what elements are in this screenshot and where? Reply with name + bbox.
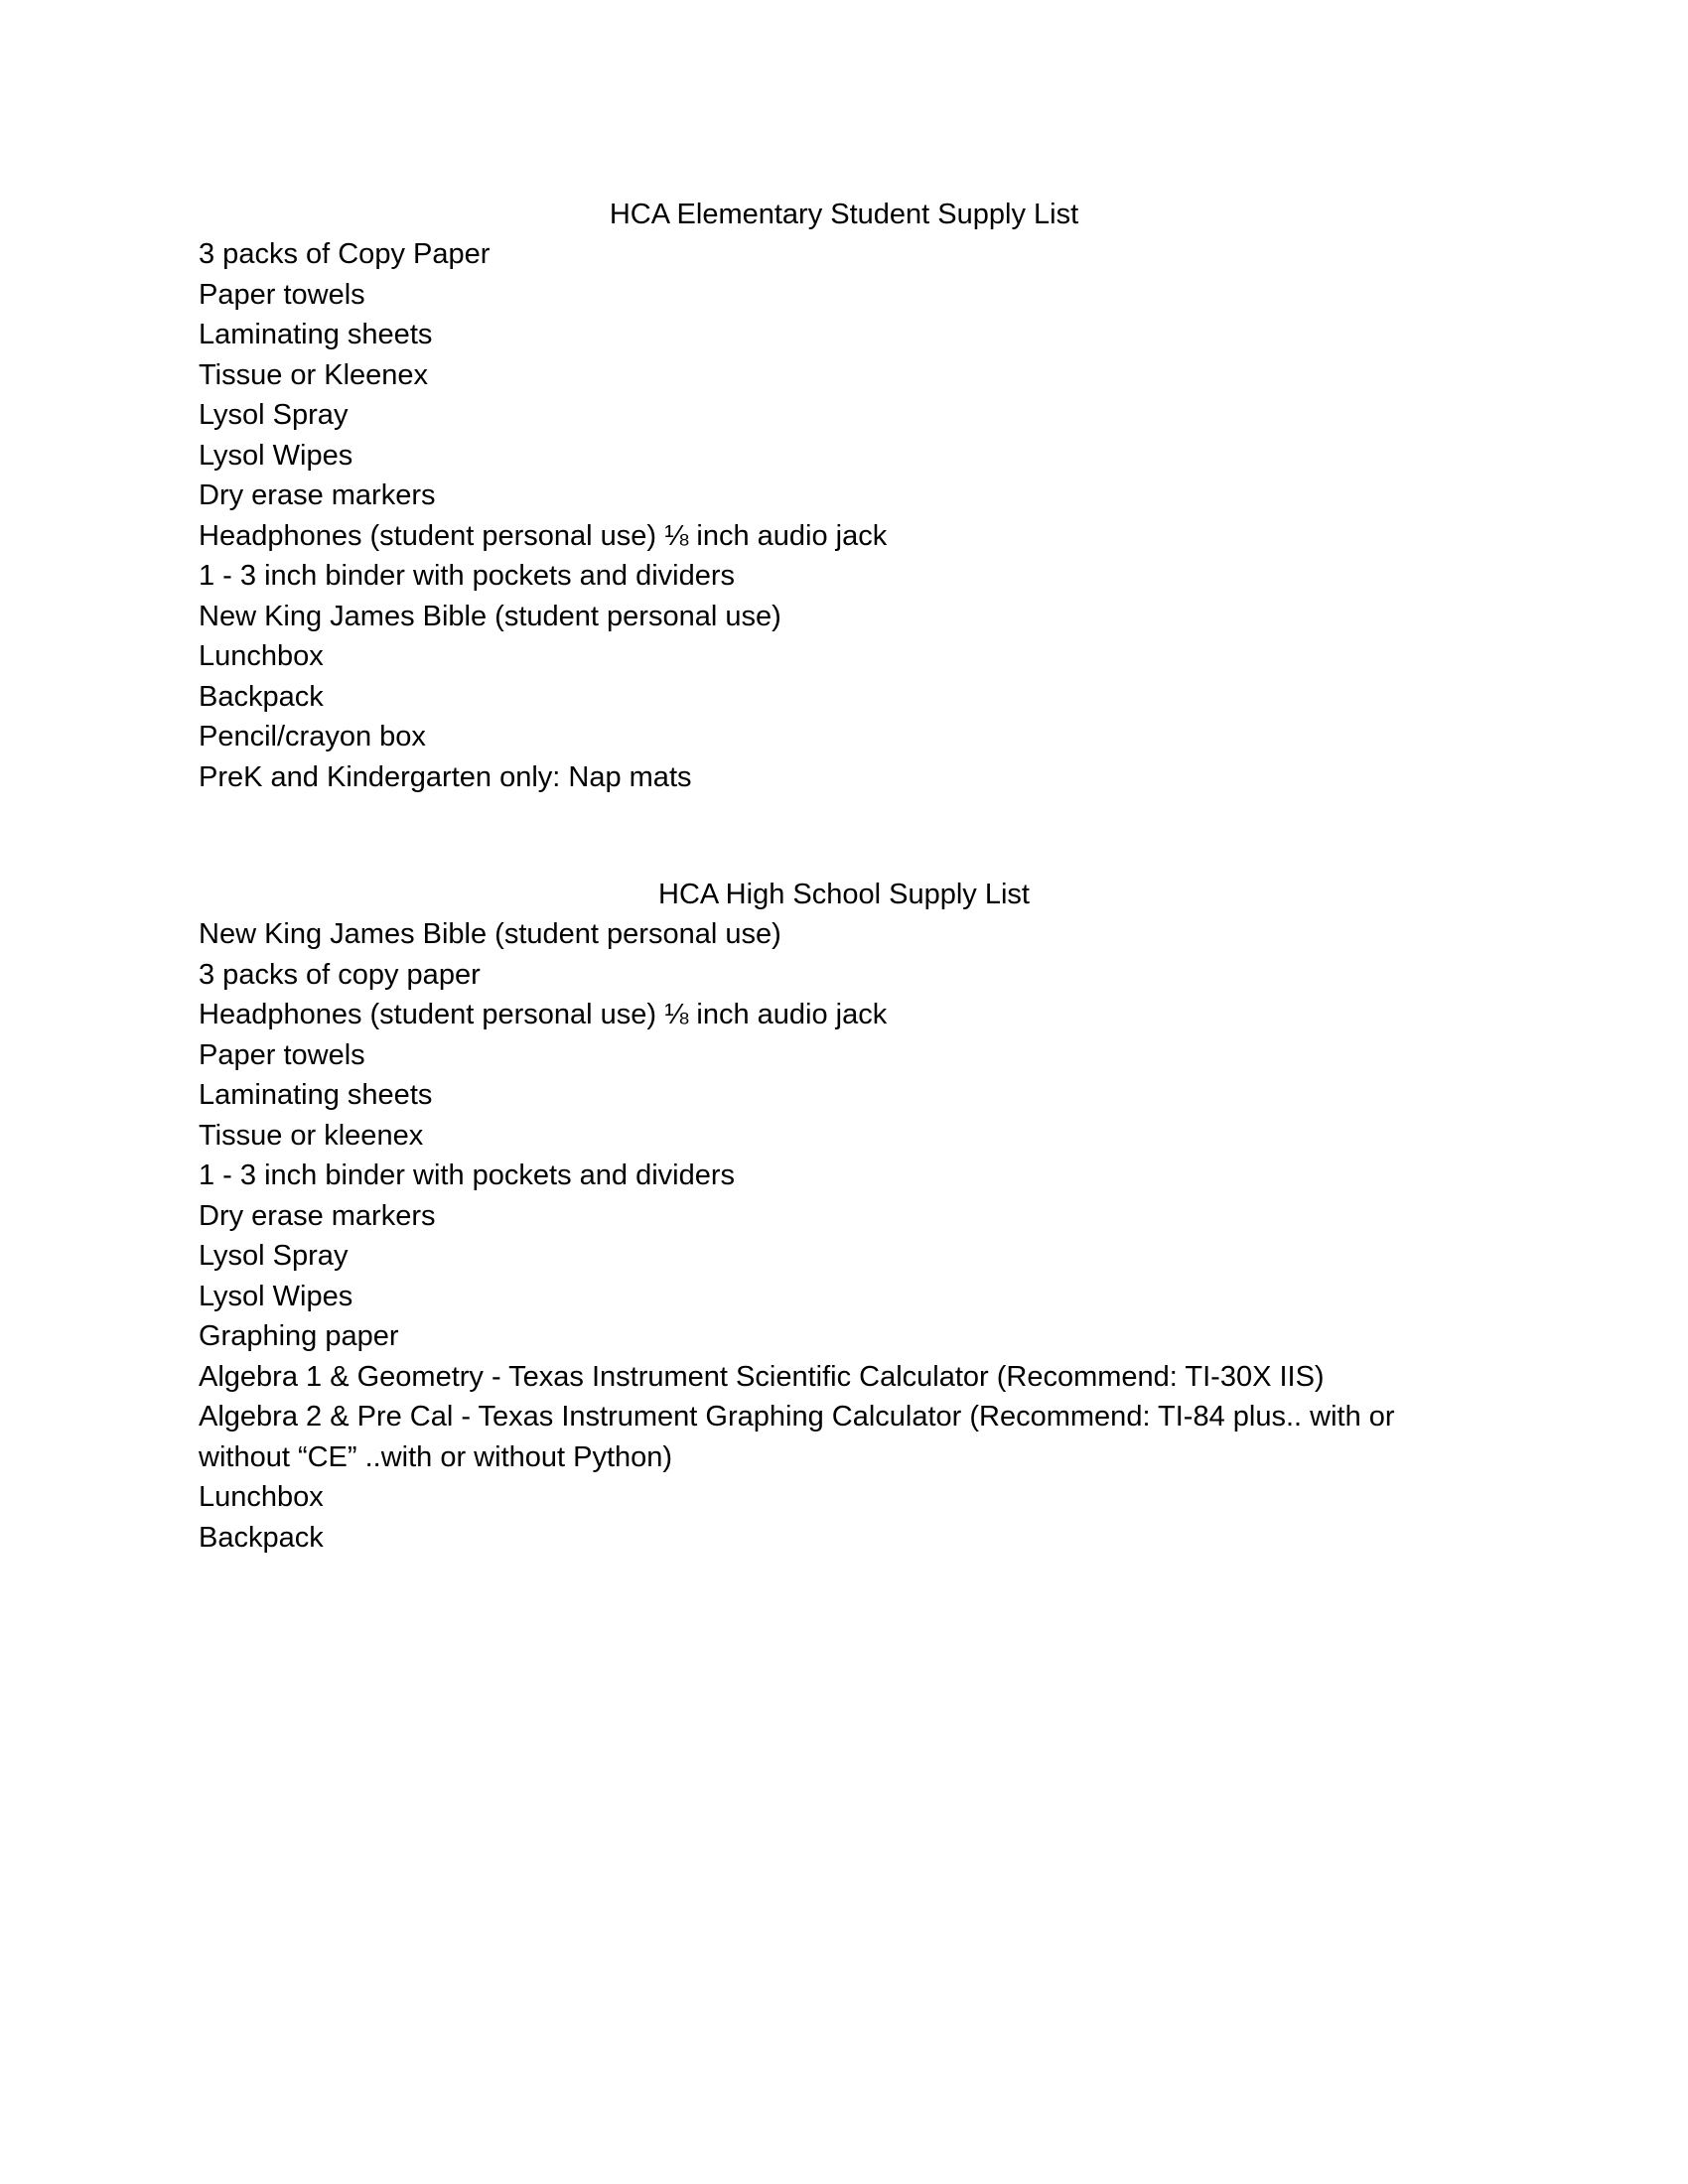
high-school-supply-item: Laminating sheets [199,1079,433,1111]
elementary-supply-item: Paper towels [199,278,365,311]
high-school-supply-item: New King James Bible (student personal use) [199,918,781,950]
elementary-supply-item: New King James Bible (student personal use) [199,600,781,632]
high-school-supply-item: Backpack [199,1521,324,1554]
high-school-supply-item: Algebra 2 & Pre Cal - Texas Instrument Graphing Calculator (Recommend: TI-84 plus.. with or without “CE” ..with or without Python) [199,1401,1395,1473]
elementary-supply-item: Lysol Spray [199,399,349,431]
high-school-supply-item: Dry erase markers [199,1199,436,1232]
high-school-supply-item: Headphones (student personal use) ⅛ inch audio jack [199,999,888,1030]
elementary-supply-item: Pencil/crayon box [199,721,426,752]
elementary-supply-item: Backpack [199,680,324,713]
elementary-supply-item: Lysol Wipes [199,439,353,472]
elementary-supply-item: 3 packs of Copy Paper [199,238,491,270]
elementary-supply-item: Tissue or Kleenex [199,358,429,391]
high-school-supply-title: HCA High School Supply List [658,879,1030,910]
high-school-supply-list [199,914,1489,1558]
elementary-supply-item: Lunchbox [199,640,324,672]
high-school-supply-item: Tissue or kleenex [199,1119,424,1152]
high-school-supply-item: Lysol Spray [199,1240,349,1272]
high-school-supply-item: Algebra 1 & Geometry - Texas Instrument Scientific Calculator (Recommend: TI-30X IIS) [199,1360,1325,1393]
elementary-supply-item: Headphones (student personal use) ⅛ inch audio jack [199,519,888,552]
elementary-supply-list [199,234,1489,797]
elementary-supply-item: Dry erase markers [199,479,436,511]
elementary-supply-section [199,195,1489,797]
high-school-supply-item: 3 packs of copy paper [199,958,481,991]
elementary-supply-item: PreK and Kindergarten only: Nap mats [199,760,692,793]
high-school-supply-item: Lysol Wipes [199,1280,353,1312]
high-school-supply-item: Graphing paper [199,1320,399,1352]
high-school-supply-item: Paper towels [199,1038,365,1071]
elementary-supply-item: 1 - 3 inch binder with pockets and dividers [199,560,736,592]
elementary-supply-item: Laminating sheets [199,319,433,350]
high-school-supply-item: 1 - 3 inch binder with pockets and dividers [199,1160,736,1191]
elementary-supply-title: HCA Elementary Student Supply List [609,199,1079,230]
high-school-supply-section [199,875,1489,1558]
high-school-supply-item: Lunchbox [199,1481,324,1513]
